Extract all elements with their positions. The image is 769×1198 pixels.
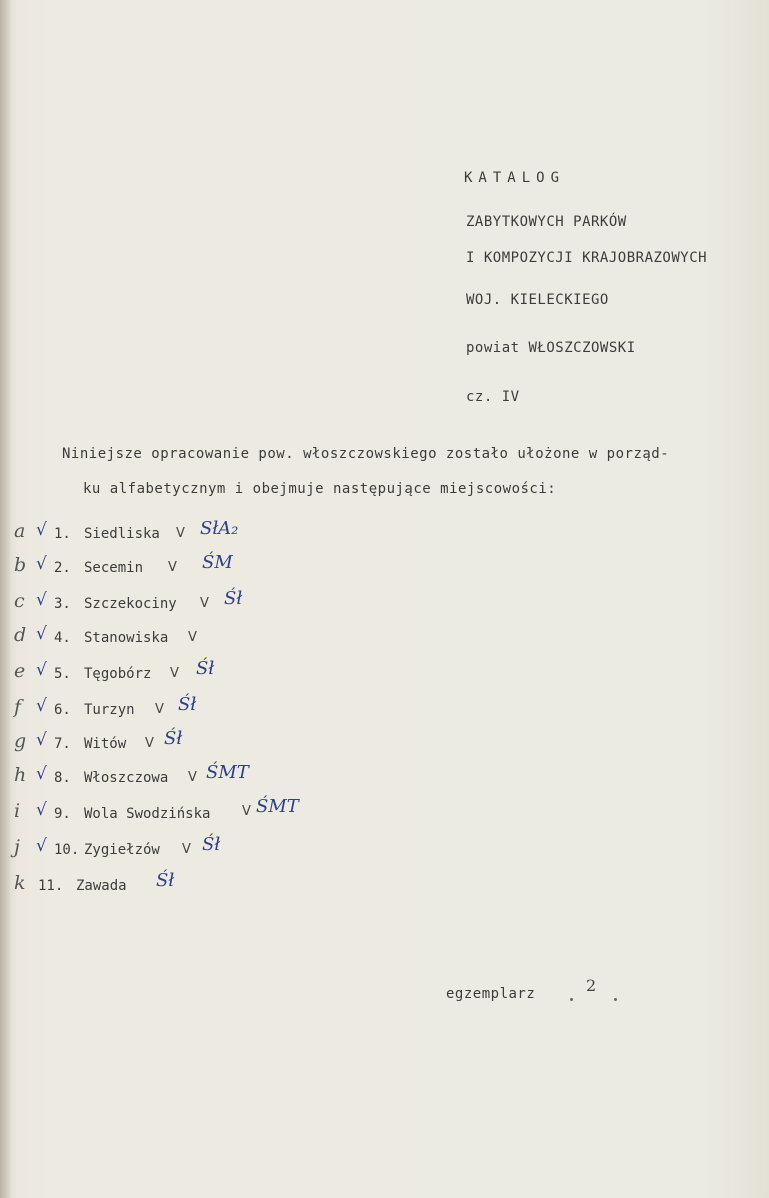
catalog-part: cz. IV [466,389,520,405]
handwritten-note: Śł [178,694,197,715]
dot [614,998,617,1001]
check-mark: √ [36,764,47,784]
v-mark: V [188,770,197,785]
handwritten-note: Śł [202,834,221,855]
v-mark: V [145,736,154,751]
item-letter: i [14,800,21,822]
list-item [0,590,400,620]
item-number: 7. [54,736,71,752]
dot [570,998,573,1001]
item-name: Włoszczowa [84,770,169,786]
item-name: Siedliska [84,526,160,542]
handwritten-note: ŚMT [206,762,249,783]
item-letter: b [14,554,27,576]
handwritten-note: Śł [224,588,243,609]
list-item [0,836,400,866]
check-mark: √ [36,800,47,820]
check-mark: √ [36,590,47,610]
item-name: Szczekociny [84,596,177,612]
check-mark: √ [36,730,47,750]
item-name: Zygiełzów [84,842,160,858]
item-letter: c [14,590,25,612]
list-item [0,764,400,794]
list-item [0,796,400,830]
v-mark: V [188,630,197,645]
list-item [0,520,400,550]
check-mark: √ [36,554,47,574]
handwritten-note: Śł [196,658,215,679]
handwritten-note: ŚMT [256,796,299,817]
item-number: 5. [54,666,71,682]
list-item [0,872,400,902]
item-number: 11. [38,878,64,894]
item-letter: h [14,764,27,786]
item-name: Tęgobórz [84,666,152,682]
check-mark: √ [36,696,47,716]
intro-line-2: ku alfabetycznym i obejmuje następujące miejscowości: [83,481,557,497]
item-number: 1. [54,526,71,542]
check-mark: √ [36,836,47,856]
handwritten-note: Śł [156,870,175,891]
item-number: 2. [54,560,71,576]
catalog-subtitle-1: ZABYTKOWYCH PARKÓW [466,214,627,230]
check-mark: √ [36,520,47,540]
catalog-subtitle-2: I KOMPOZYCJI KRAJOBRAZOWYCH [466,250,708,266]
item-letter: d [14,624,27,646]
catalog-voivodeship: WOJ. KIELECKIEGO [466,292,609,308]
check-mark: √ [36,660,47,680]
v-mark: V [168,560,177,575]
item-letter: j [14,836,20,858]
v-mark: V [182,842,191,857]
v-mark: V [155,702,164,717]
item-name: Stanowiska [84,630,169,646]
item-name: Turzyn [84,702,135,718]
handwritten-note: Śł [164,728,183,749]
item-letter: f [14,696,22,718]
list-item [0,554,400,584]
list-item [0,624,400,654]
handwritten-note: SłA₂ [200,518,239,539]
list-item [0,660,400,690]
item-number: 8. [54,770,71,786]
item-number: 3. [54,596,71,612]
copy-label: egzemplarz [446,986,536,1002]
item-name: Zawada [76,878,127,894]
handwritten-note: ŚM [202,552,233,573]
item-number: 10. [54,842,80,858]
item-number: 4. [54,630,71,646]
item-name: Secemin [84,560,144,576]
item-letter: g [14,730,27,752]
item-letter: k [14,872,26,894]
v-mark: V [170,666,179,681]
v-mark: V [176,526,185,541]
item-name: Witów [84,736,127,752]
item-number: 6. [54,702,71,718]
intro-line-1: Niniejsze opracowanie pow. włoszczowskiego zostało ułożone w porząd- [62,446,670,462]
list-item [0,730,400,760]
v-mark: V [200,596,209,611]
item-number: 9. [54,806,71,822]
item-letter: e [14,660,26,682]
copy-number: 2 [586,976,597,995]
item-name: Wola Swodzińska [84,806,211,822]
item-letter: a [14,520,26,542]
v-mark: V [242,804,251,819]
catalog-title: KATALOG [464,170,566,186]
check-mark: √ [36,624,47,644]
catalog-district: powiat WŁOSZCZOWSKI [466,340,636,356]
list-item [0,696,400,726]
